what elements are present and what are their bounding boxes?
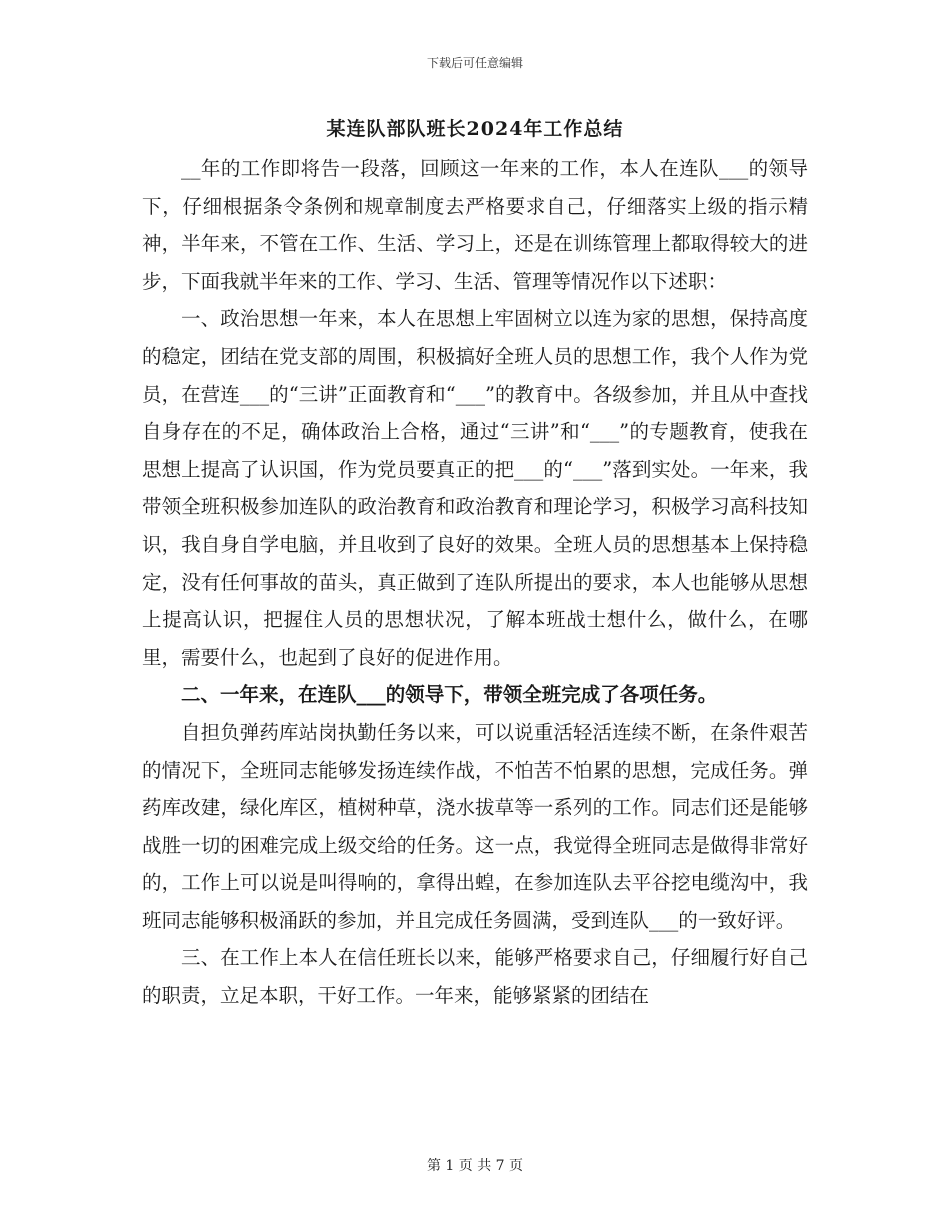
paragraph-intro: __年的工作即将告一段落，回顾这一年来的工作，本人在连队___的领导下，仔细根据条令条例和规章制度去严格要求自己，仔细落实上级的指示精神，半年来，不管在工作、生活、学习上，还是在训练管理上都取得较大的进步，下面我就半年来的工作、学习、生活、管理等情况作以下述职：	[142, 157, 808, 293]
section-heading-tasks: 二、一年来，在连队___的领导下，带领全班完成了各项任务。	[181, 683, 718, 707]
header-note: 下载后可任意编辑	[426, 56, 523, 70]
document-title: 某连队部队班长2024年工作总结	[326, 118, 624, 140]
paragraph-political: 一、政治思想一年来，本人在思想上牢固树立以连为家的思想，保持高度的稳定，团结在党支部的周围，积极搞好全班人员的思想工作，我个人作为党员，在营连___的“三讲”正面教育和“___”的教育中。各级参加，并且从中查找自身存在的不足，确体政治上合格，通过“三讲”和“___”的专题教育，使我在思想上提高了认识国，作为党员要真正的把___的“___”落到实处。一年来，我带领全班积极参加连队的政治教育和政治教育和理论学习，积极学习高科技知识，我自身自学电脑，并且收到了良好的效果。全班人员的思想基本上保持稳定，没有任何事故的苗头，真正做到了连队所提出的要求，本人也能够从思想上提高认识，把握住人员的思想状况，了解本班战士想什么，做什么，在哪里，需要什么，也起到了良好的促进作用。	[142, 307, 808, 669]
paragraph-tasks: 自担负弹药库站岗执勤任务以来，可以说重活轻活连续不断，在条件艰苦的情况下，全班同志能够发扬连续作战，不怕苦不怕累的思想，完成任务。弹药库改建，绿化库区，植树种草，浇水拔草等一系列的工作。同志们还是能够战胜一切的困难完成上级交给的任务。这一点，我觉得全班同志是做得非常好的，工作上可以说是叫得响的，拿得出蝗，在参加连队去平谷挖电缆沟中，我班同志能够积极涌跃的参加，并且完成任务圆满，受到连队___的一致好评。	[142, 720, 808, 932]
page-footer: 第 1 页 共 7 页	[426, 1158, 524, 1174]
document-body	[142, 150, 808, 1015]
paragraph-work: 三、在工作上本人在信任班长以来，能够严格要求自己，仔细履行好自己的职责，立足本职，干好工作。一年来，能够紧紧的团结在	[142, 946, 808, 1008]
